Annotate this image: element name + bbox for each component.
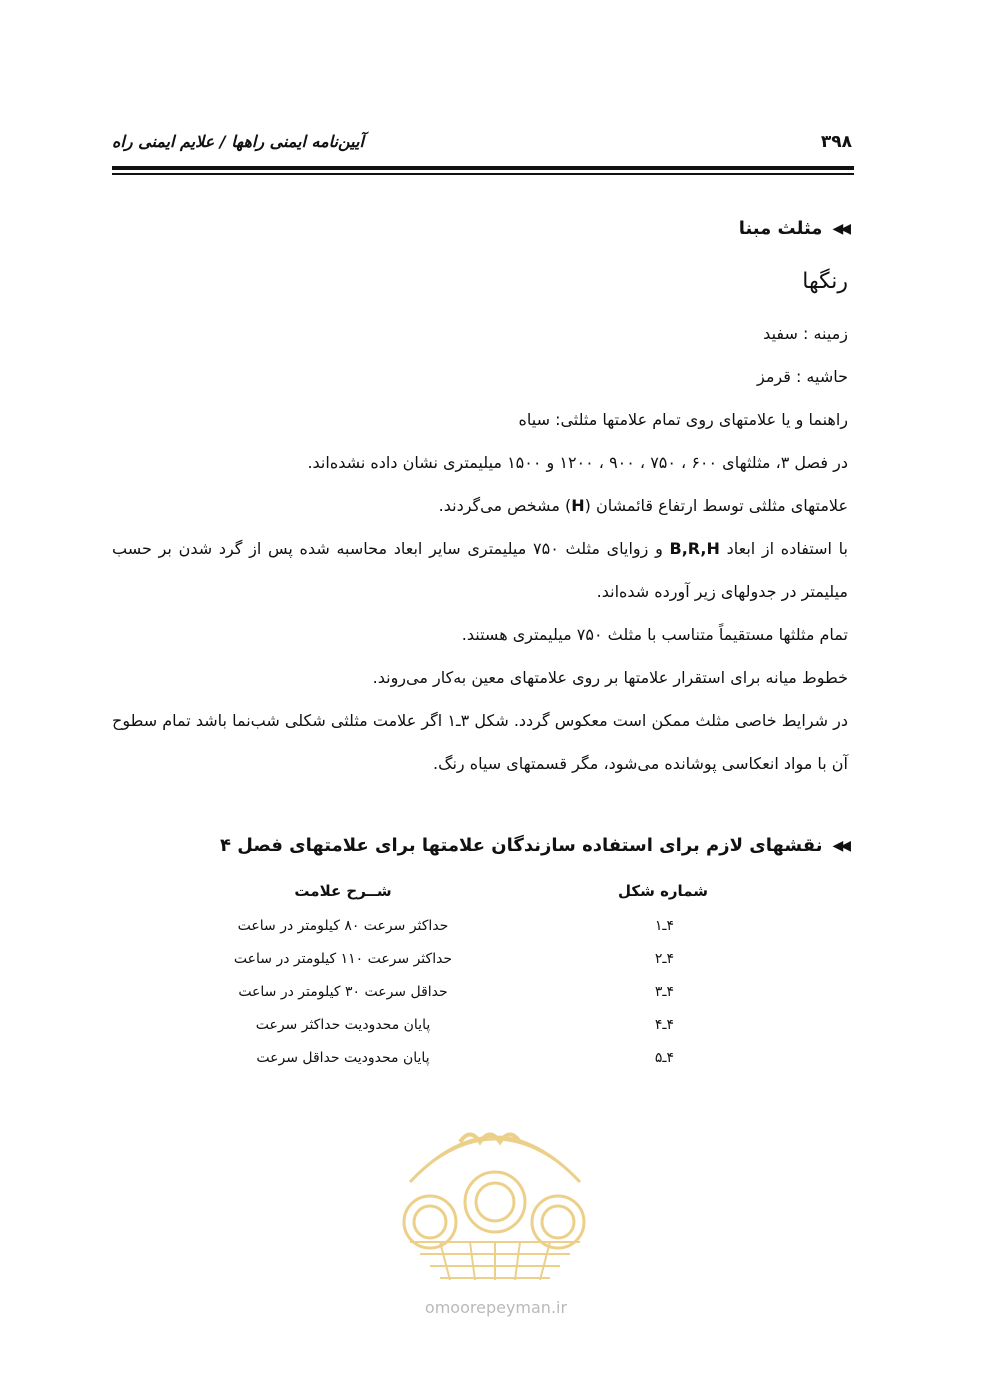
figure-description: حداکثر سرعت ۱۱۰ کیلومتر در ساعت bbox=[233, 951, 453, 967]
page-header bbox=[112, 128, 852, 158]
figure-description: پایان محدودیت حداقل سرعت bbox=[256, 1050, 430, 1066]
table-row bbox=[108, 910, 708, 943]
figure-number: ۴ـ۲ bbox=[654, 951, 674, 967]
page-number: ۳۹۸ bbox=[820, 132, 852, 152]
bold-term: B,R,H bbox=[669, 539, 720, 558]
paragraph-height bbox=[112, 484, 848, 527]
double-arrow-icon: ◀◀ bbox=[832, 837, 848, 854]
header-rule-thin bbox=[112, 173, 854, 175]
section-heading-maps bbox=[112, 835, 848, 856]
paragraph: تمام مثلثها مستقیماً متناسب با مثلث ۷۵۰ میلیمتری هستند. bbox=[461, 625, 848, 644]
figure-number: ۴ـ۴ bbox=[654, 1017, 674, 1033]
double-arrow-icon: ◀◀ bbox=[832, 220, 848, 237]
table-header bbox=[108, 882, 708, 910]
figure-description: حداقل سرعت ۳۰ کیلومتر در ساعت bbox=[238, 984, 448, 1000]
table-row bbox=[108, 976, 708, 1009]
section-heading-text: نقشهای لازم برای استفاده سازندگان علامتها برای علامتهای فصل ۴ bbox=[220, 835, 823, 856]
page-content bbox=[112, 218, 848, 1075]
text-run: و زوایای مثلث ۷۵۰ میلیمتری سایر ابعاد محاسبه شده پس از گرد شدن بر حسب میلیمتر در جدولهای زیر آورده شده‌اند. bbox=[112, 539, 848, 601]
watermark-logo-icon bbox=[390, 1102, 600, 1282]
bold-term: H bbox=[571, 496, 585, 515]
figure-number: ۴ـ۳ bbox=[654, 984, 674, 1000]
colors-subheading: رنگها bbox=[802, 269, 848, 294]
paragraph: خطوط میانه برای استقرار علامتها بر روی علامتهای معین به‌کار می‌روند. bbox=[372, 668, 848, 687]
watermark-url: omoorepeyman.ir bbox=[424, 1298, 568, 1317]
section-heading-text: مثلث مبنا bbox=[738, 218, 823, 239]
column-header-number: شماره شکل bbox=[617, 882, 708, 900]
text-run: ) مشخص می‌گردند. bbox=[438, 496, 572, 515]
paragraph: در فصل ۳، مثلثهای ۶۰۰ ، ۷۵۰ ، ۹۰۰ ، ۱۲۰۰ و ۱۵۰۰ میلیمتری نشان داده نشده‌اند. bbox=[307, 453, 848, 472]
paragraph: در شرایط خاصی مثلث ممکن است معکوس گردد. شکل ۳ـ۱ اگر علامت مثلثی شکلی شب‌نما باشد تمام سطوح آن با مواد انعکاسی پوشانده می‌شود، مگر قسمتهای سیاه رنگ. bbox=[112, 711, 849, 773]
figure-description: حداکثر سرعت ۸۰ کیلومتر در ساعت bbox=[237, 918, 449, 934]
table-row bbox=[108, 943, 708, 976]
figure-description: پایان محدودیت حداکثر سرعت bbox=[255, 1017, 431, 1033]
section-heading-base-triangle bbox=[112, 218, 848, 239]
paragraph: زمینه : سفید bbox=[763, 324, 848, 343]
figure-number: ۴ـ۱ bbox=[654, 918, 674, 934]
table-row bbox=[108, 1042, 708, 1075]
paragraph: راهنما و یا علامتهای روی تمام علامتها مثلثی: سیاه bbox=[518, 410, 848, 429]
figures-table bbox=[108, 882, 708, 1075]
header-rule bbox=[112, 166, 854, 170]
paragraph-dimensions bbox=[112, 527, 848, 613]
text-run: علامتهای مثلثی توسط ارتفاع قائمشان ( bbox=[584, 496, 848, 515]
figure-number: ۴ـ۵ bbox=[654, 1050, 674, 1066]
text-run: با استفاده از ابعاد bbox=[719, 539, 849, 558]
running-title: آیین‌نامه ایمنی راهها / علایم ایمنی راه bbox=[112, 132, 364, 151]
table-row bbox=[108, 1009, 708, 1042]
column-header-description: شــرح علامت bbox=[294, 882, 392, 900]
paragraph: حاشیه : قرمز bbox=[756, 367, 848, 386]
